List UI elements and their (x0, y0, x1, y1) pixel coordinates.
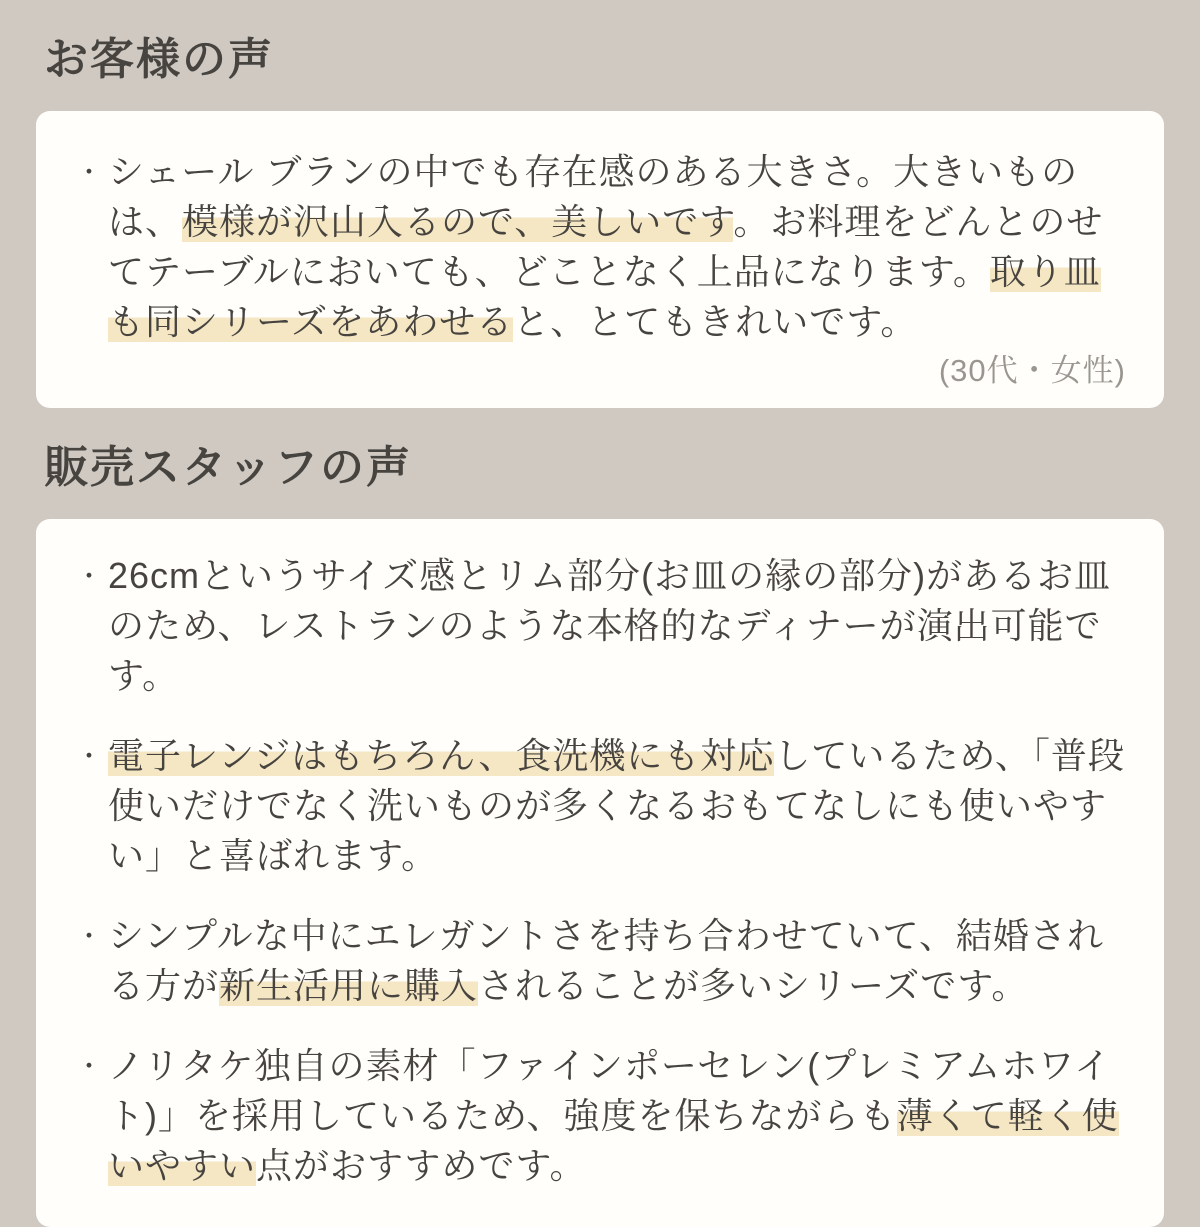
text-segment: 点がおすすめです。 (256, 1145, 587, 1187)
text-segment: シェール ブランの中でも存在感のある大きさ。大きいものは、 (108, 150, 1079, 242)
text-segment: と、とてもきれいです。 (513, 300, 918, 342)
review-item (74, 731, 1126, 881)
text-segment: されることが多いシリーズです。 (478, 965, 1029, 1007)
highlight-mark: 模様が沢山入るので、美しいです (182, 200, 734, 242)
customer-voice-card (36, 111, 1164, 409)
staff-voice-heading: 販売スタッフの声 (44, 443, 412, 493)
bullet-icon: ・ (76, 1051, 104, 1082)
highlight-mark: 取り皿も同シリーズをあわせる (108, 250, 1101, 342)
bullet-icon: ・ (76, 561, 104, 592)
staff-voice-card (36, 519, 1164, 1227)
review-item (74, 147, 1126, 347)
review-text (108, 731, 1126, 881)
customer-voice-heading: お客様の声 (44, 35, 274, 84)
text-segment: しているため、「普段使いだけでなく洗いものが多くなるおもてなしにも使いやすい」と喜ばれます。 (108, 735, 1125, 877)
bullet-icon: ・ (76, 921, 104, 952)
highlight-mark: 薄くて軽く使いやすい (108, 1095, 1119, 1187)
review-item (74, 1041, 1126, 1191)
review-text (108, 911, 1126, 1011)
bullet-icon: ・ (76, 741, 104, 772)
highlight-mark: 電子レンジはもちろん、食洗機にも対応 (108, 735, 775, 777)
text-segment: ノリタケ独自の素材「ファインポーセレン(プレミアムホワイト)」を採用しているため、強度を保ちながらも (108, 1045, 1112, 1137)
staff-voice-list (74, 551, 1126, 1191)
customer-voice-list (74, 147, 1126, 347)
review-text (108, 147, 1126, 347)
review-text (108, 1041, 1126, 1191)
text-segment: 26cmというサイズ感とリム部分(お皿の縁の部分)があるお皿のため、レストランのような本格的なディナーが演出可能です。 (108, 555, 1112, 697)
bullet-icon: ・ (76, 156, 104, 187)
review-text (108, 551, 1126, 701)
text-segment: 。お料理をどんとのせてテーブルにおいても、どことなく上品になります。 (108, 200, 1104, 292)
review-item (74, 911, 1126, 1011)
review-item (74, 551, 1126, 701)
reviewer-attribution: (30代・女性) (938, 352, 1126, 388)
text-segment: シンプルな中にエレガントさを持ち合わせていて、結婚される方が (108, 915, 1104, 1007)
highlight-mark: 新生活用に購入 (219, 965, 479, 1007)
